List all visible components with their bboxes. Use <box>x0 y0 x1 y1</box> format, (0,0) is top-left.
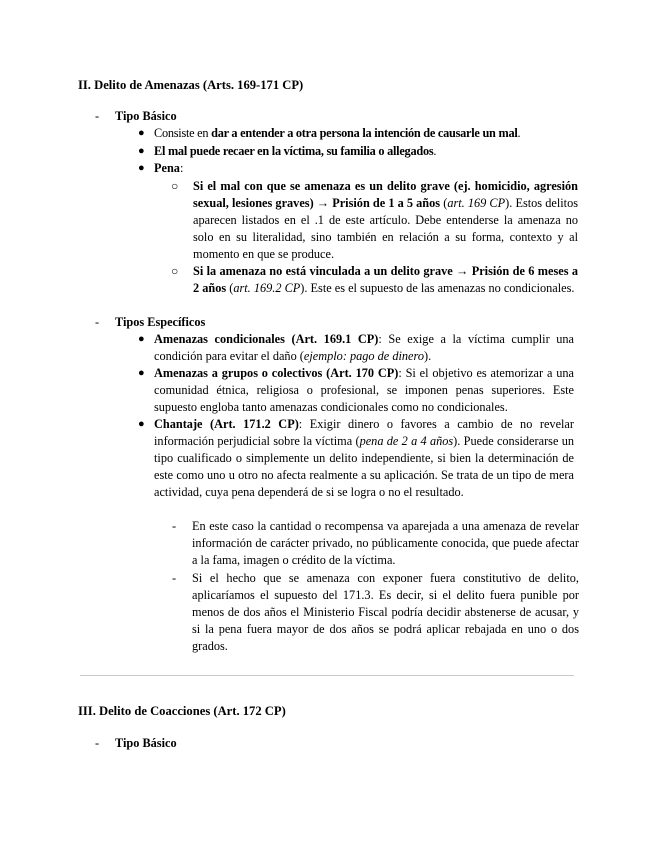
tipo-basico-label: Tipo Básico <box>115 109 177 123</box>
list-item-text: Pena: <box>154 161 184 175</box>
tipos-especificos-label: Tipos Específicos <box>115 315 206 329</box>
section-heading-coacciones: III. Delito de Coacciones (Art. 172 CP) <box>78 704 286 718</box>
sub-list-item-text: Si el hecho que se amenaza con exponer fuera constitutivo de delito, aplicaríamos el supuesto del 171.3. Es decir, si el delito fuera punible por menos de dos años el Ministerio Fiscal podría decidir abstenerse de acusar, y si la pena fuera mayor de dos años se podrá aplicar rebajada en uno o dos grados. <box>192 571 579 653</box>
list-item-text: Chantaje (Art. 171.2 CP): Exigir dinero o favores a cambio de no revelar información perjudicial sobre la víctima (pena de 2 a 4 años). Puede considerarse un tipo cualificado o simplemente un delito independiente, si bien la determinación de este como uno u otro no afecta realmente a su aplicación. Se trata de un tipo de mera actividad, cuya pena dependerá de si se logra o no el resultado. <box>154 417 574 499</box>
dash-bullet: - <box>172 571 177 585</box>
list-item-text: El mal puede recaer en la víctima, su familia o allegados. <box>154 144 437 158</box>
bullet-dot: ● <box>138 127 145 139</box>
bullet-dot: ● <box>138 367 145 379</box>
list-item-text: Consiste en dar a entender a otra persona la intención de causarle un mal. <box>154 126 521 140</box>
bullet-circle: ○ <box>171 179 179 193</box>
horizontal-divider <box>80 675 574 676</box>
tipos-especificos-heading <box>95 314 205 331</box>
list-item-text: Amenazas condicionales (Art. 169.1 CP): Se exige a la víctima cumplir una condición para evitar el daño (ejemplo: pago de dinero). <box>154 332 575 363</box>
bullet-dot: ● <box>138 162 145 174</box>
dash-bullet: - <box>172 519 177 533</box>
dash-bullet: - <box>95 736 100 750</box>
sub-list-item-text: En este caso la cantidad o recompensa va aparejada a una amenaza de revelar información de carácter privado, no públicamente conocida, que puede afectar a la fama, imagen o crédito de la víctima. <box>192 519 579 567</box>
bullet-dot: ● <box>138 145 145 157</box>
list-item-text: Amenazas a grupos o colectivos (Art. 170 CP): Si el objetivo es atemorizar a una comunidad étnica, religiosa o profesional, se imponen penas superiores. Este supuesto engloba tanto amenazas condicionales como no condicionales. <box>154 366 574 414</box>
sub-list-item-text: Si el mal con que se amenaza es un delito grave (ej. homicidio, agresión sexual, lesiones graves) → Prisión de 1 a 5 años (art. 169 CP). Estos delitos aparecen listados en el .1 de este artículo. Debe entenderse la amenaza no solo en su literalidad, sino también en relación a su forma, contexto y al momento en que se produce. <box>193 179 579 261</box>
bullet-circle: ○ <box>171 264 179 278</box>
tipo-basico-heading <box>95 735 177 752</box>
sub-list-item-text: Si la amenaza no está vinculada a un delito grave → Prisión de 6 meses a 2 años (art. 169.2 CP). Este es el supuesto de las amenazas no condicionales. <box>193 264 578 295</box>
dash-bullet: - <box>95 109 100 123</box>
dash-bullet: - <box>95 315 100 329</box>
bullet-dot: ● <box>138 418 145 430</box>
tipo-basico-heading <box>95 108 177 125</box>
bullet-dot: ● <box>138 333 145 345</box>
section-heading-amenazas: II. Delito de Amenazas (Arts. 169-171 CP) <box>78 78 304 92</box>
tipo-basico-label: Tipo Básico <box>115 736 177 750</box>
